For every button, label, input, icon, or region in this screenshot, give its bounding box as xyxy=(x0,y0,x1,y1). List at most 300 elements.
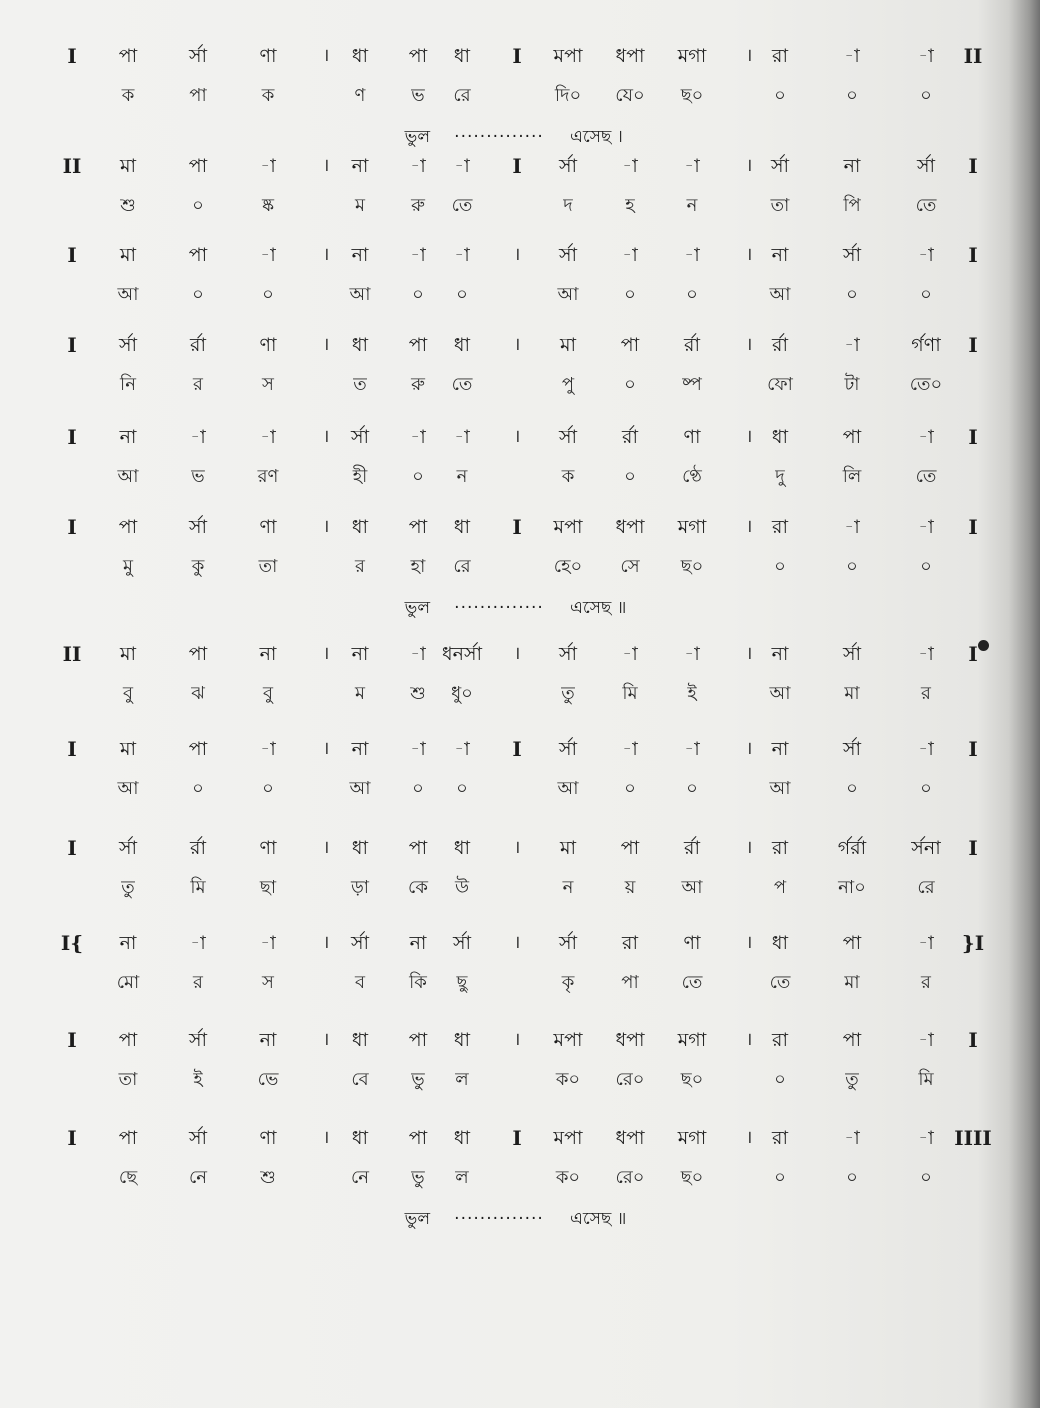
barline: I xyxy=(67,1028,77,1052)
lyric-row xyxy=(0,965,1040,1001)
lyric-syllable: পা xyxy=(621,972,639,993)
lyric-syllable: ০ xyxy=(192,195,204,216)
lyric-syllable: ছ০ xyxy=(680,1069,704,1090)
lyric-syllable: ভ xyxy=(191,466,205,487)
swara-note: মগা xyxy=(677,1127,707,1149)
swara-note: র্সা xyxy=(842,738,862,760)
refrain-end: এসেছ ॥ xyxy=(570,1209,627,1229)
lyric-syllable: ষ্প xyxy=(682,374,702,395)
swara-note: র্সা xyxy=(350,932,370,954)
lyric-syllable: আ xyxy=(349,284,371,305)
notation-line xyxy=(0,1022,1040,1112)
lyric-syllable: ছ০ xyxy=(680,1167,704,1188)
swara-note: র্সা xyxy=(770,155,790,177)
lyric-syllable: প xyxy=(773,877,787,898)
lyric-syllable: আ xyxy=(769,284,791,305)
swara-note: ণা xyxy=(683,932,701,954)
swara-row xyxy=(0,731,1040,767)
swara-note: র্সা xyxy=(118,334,138,356)
lyric-syllable: মি xyxy=(622,683,638,704)
lyric-row xyxy=(0,367,1040,403)
lyric-syllable: আ xyxy=(557,284,579,305)
swara-note: -া xyxy=(622,155,638,177)
swara-note: ণা xyxy=(259,837,277,859)
lyric-syllable: শু xyxy=(260,1167,276,1188)
lyric-syllable: ক xyxy=(261,85,275,106)
swara-note: না xyxy=(119,932,137,954)
lyric-syllable: কে xyxy=(408,877,428,898)
lyric-syllable: ০ xyxy=(774,1069,786,1090)
notation-line xyxy=(0,327,1040,417)
swara-note: র্সা xyxy=(558,155,578,177)
barline: । xyxy=(745,837,753,858)
refrain-dots: ·············· xyxy=(454,127,544,147)
swara-note: ণা xyxy=(259,1127,277,1149)
lyric-syllable: ব xyxy=(354,972,366,993)
swara-note: র্রা xyxy=(622,426,638,448)
lyric-syllable: নে xyxy=(188,1167,208,1188)
lyric-syllable: ০ xyxy=(920,1167,932,1188)
lyric-syllable: ণ xyxy=(354,85,366,106)
barline: । xyxy=(513,1029,521,1050)
lyric-syllable: আ xyxy=(117,466,139,487)
notation-line xyxy=(0,237,1040,327)
notation-line xyxy=(0,636,1040,726)
swara-note: পা xyxy=(188,643,208,665)
lyric-syllable: ০ xyxy=(846,284,858,305)
swara-row xyxy=(0,636,1040,672)
swara-note: -া xyxy=(622,738,638,760)
lyric-syllable: ক xyxy=(561,466,575,487)
lyric-syllable: ০ xyxy=(624,284,636,305)
swara-note: -া xyxy=(260,932,276,954)
swara-note: ণা xyxy=(259,334,277,356)
barline: । xyxy=(322,155,330,176)
barline: । xyxy=(322,932,330,953)
swara-note: পা xyxy=(408,334,428,356)
lyric-syllable: মি xyxy=(190,877,206,898)
lyric-syllable: ছা xyxy=(259,877,277,898)
lyric-row xyxy=(0,771,1040,807)
swara-note: -া xyxy=(918,516,934,538)
swara-note: পা xyxy=(620,334,640,356)
barline: I xyxy=(512,515,522,539)
barline: I xyxy=(512,154,522,178)
lyric-syllable: তে xyxy=(915,195,937,216)
swara-note: ধা xyxy=(453,1029,471,1051)
barline: । xyxy=(513,932,521,953)
lyric-syllable: ফো xyxy=(767,374,793,395)
barline: । xyxy=(745,426,753,447)
swara-note: পা xyxy=(188,155,208,177)
swara-note: পা xyxy=(408,1029,428,1051)
lyric-syllable: ক০ xyxy=(555,1069,581,1090)
lyric-syllable: মা xyxy=(844,972,860,993)
barline: I xyxy=(968,1028,978,1052)
barline: । xyxy=(513,334,521,355)
swara-note: না xyxy=(259,1029,277,1051)
lyric-syllable: ০ xyxy=(920,778,932,799)
lyric-syllable: তু xyxy=(561,683,575,704)
lyric-syllable: ভে xyxy=(257,1069,279,1090)
swara-note: -া xyxy=(454,738,470,760)
barline: । xyxy=(745,738,753,759)
lyric-syllable: ০ xyxy=(846,1167,858,1188)
swara-row xyxy=(0,509,1040,545)
lyric-syllable: তা xyxy=(258,556,278,577)
lyric-syllable: কু xyxy=(191,556,205,577)
lyric-syllable: কি xyxy=(409,972,427,993)
swara-note: ধা xyxy=(351,45,369,67)
lyric-syllable: র xyxy=(193,374,203,395)
barline: I xyxy=(67,1126,77,1150)
lyric-syllable: মা xyxy=(844,683,860,704)
swara-note: পা xyxy=(408,1127,428,1149)
swara-note: -া xyxy=(454,426,470,448)
swara-note: না xyxy=(843,155,861,177)
swara-note: মপা xyxy=(553,1127,583,1149)
swara-note: র্রা xyxy=(684,334,700,356)
barline: IIII xyxy=(954,1126,992,1150)
lyric-syllable: শু xyxy=(410,683,426,704)
lyric-syllable: বে xyxy=(351,1069,369,1090)
barline: । xyxy=(322,516,330,537)
swara-note: পা xyxy=(842,932,862,954)
lyric-syllable: ন xyxy=(562,877,574,898)
lyric-syllable: রে xyxy=(453,556,471,577)
swara-note: -া xyxy=(844,45,860,67)
lyric-syllable: দি০ xyxy=(554,85,582,106)
barline: । xyxy=(745,1127,753,1148)
lyric-row xyxy=(0,459,1040,495)
lyric-syllable: তে xyxy=(681,972,703,993)
lyric-syllable: নে xyxy=(350,1167,370,1188)
lyric-syllable: আ xyxy=(681,877,703,898)
lyric-syllable: ছে xyxy=(118,1167,138,1188)
barline: । xyxy=(745,155,753,176)
lyric-syllable: আ xyxy=(349,778,371,799)
lyric-syllable: র xyxy=(193,972,203,993)
swara-note: না xyxy=(771,738,789,760)
swara-note: -া xyxy=(410,643,426,665)
lyric-row xyxy=(0,870,1040,906)
swara-note: -া xyxy=(454,155,470,177)
swara-note: -া xyxy=(260,244,276,266)
refrain-start: ভুল xyxy=(404,598,430,618)
swara-note: ণা xyxy=(259,516,277,538)
swara-note: -া xyxy=(918,244,934,266)
swara-note: ণা xyxy=(683,426,701,448)
swara-note: -া xyxy=(260,426,276,448)
lyric-syllable: তে xyxy=(451,195,473,216)
barline: I xyxy=(968,515,978,539)
swara-row xyxy=(0,419,1040,455)
swara-note: মা xyxy=(119,244,137,266)
swara-note: র্সা xyxy=(842,244,862,266)
lyric-syllable: আ xyxy=(557,778,579,799)
lyric-syllable: ০ xyxy=(412,778,424,799)
barline: I xyxy=(67,333,77,357)
barline: I xyxy=(968,154,978,178)
swara-note: মগা xyxy=(677,516,707,538)
lyric-syllable: র xyxy=(921,972,931,993)
lyric-syllable: শু xyxy=(120,195,136,216)
swara-note: -া xyxy=(454,244,470,266)
swara-note: র্রা xyxy=(772,334,788,356)
barline: । xyxy=(322,426,330,447)
barline: । xyxy=(513,643,521,664)
swara-note: -া xyxy=(622,643,638,665)
notation-line xyxy=(0,419,1040,509)
swara-note: র্সা xyxy=(188,45,208,67)
lyric-syllable: হা xyxy=(410,556,426,577)
swara-note: না xyxy=(771,643,789,665)
lyric-syllable: ণ্ঠে xyxy=(682,466,702,487)
lyric-syllable: ০ xyxy=(262,284,274,305)
barline: I{ xyxy=(60,931,84,955)
lyric-syllable: ক০ xyxy=(555,1167,581,1188)
barline: I xyxy=(67,44,77,68)
notation-line xyxy=(0,830,1040,920)
lyric-syllable: ০ xyxy=(774,1167,786,1188)
swara-note: ধা xyxy=(453,516,471,538)
barline: I xyxy=(968,642,978,666)
swara-note: -া xyxy=(190,932,206,954)
lyric-syllable: পু xyxy=(561,374,575,395)
lyric-syllable: বু xyxy=(122,683,134,704)
swara-note: ধা xyxy=(771,932,789,954)
barline: । xyxy=(513,837,521,858)
swara-note: ধা xyxy=(351,334,369,356)
refrain-line xyxy=(0,591,1040,625)
notation-line xyxy=(0,731,1040,821)
barline: । xyxy=(322,837,330,858)
swara-note: পা xyxy=(118,45,138,67)
lyric-syllable: ০ xyxy=(412,466,424,487)
swara-note: -া xyxy=(918,643,934,665)
lyric-syllable: ০ xyxy=(624,778,636,799)
lyric-syllable: ড়া xyxy=(350,877,370,898)
swara-row xyxy=(0,148,1040,184)
lyric-syllable: মি xyxy=(918,1069,934,1090)
refrain-end: এসেছ ॥ xyxy=(570,598,627,618)
swara-note: মগা xyxy=(677,1029,707,1051)
lyric-syllable: লি xyxy=(842,466,862,487)
barline: I xyxy=(968,243,978,267)
lyric-syllable: ম xyxy=(355,683,365,704)
swara-note: ধা xyxy=(453,1127,471,1149)
swara-note: পা xyxy=(408,516,428,538)
swara-note: ধা xyxy=(351,1127,369,1149)
swara-note: পা xyxy=(408,837,428,859)
lyric-syllable: র xyxy=(355,556,365,577)
lyric-syllable: ০ xyxy=(262,778,274,799)
notation-line xyxy=(0,1120,1040,1229)
refrain-end: এসেছ । xyxy=(570,127,623,147)
swara-note: মা xyxy=(119,643,137,665)
lyric-syllable: ছ০ xyxy=(680,556,704,577)
swara-note: মা xyxy=(559,837,577,859)
barline: I xyxy=(968,425,978,449)
lyric-syllable: পি xyxy=(843,195,861,216)
lyric-syllable: নি xyxy=(120,374,136,395)
lyric-syllable: ০ xyxy=(686,778,698,799)
notation-line xyxy=(0,925,1040,1015)
swara-note: রা xyxy=(772,1127,788,1149)
lyric-syllable: হ xyxy=(625,195,635,216)
lyric-syllable: ত xyxy=(353,374,367,395)
refrain-dots: ·············· xyxy=(454,598,544,618)
lyric-syllable: মো xyxy=(116,972,140,993)
swara-row xyxy=(0,1120,1040,1156)
swara-row xyxy=(0,38,1040,74)
lyric-syllable: ছু xyxy=(456,972,468,993)
swara-note: ণা xyxy=(259,45,277,67)
lyric-row xyxy=(0,277,1040,313)
swara-note: না xyxy=(351,643,369,665)
barline: I xyxy=(968,333,978,357)
refrain-start: ভুল xyxy=(404,127,430,147)
lyric-syllable: ষ্ক xyxy=(261,195,275,216)
barline: । xyxy=(322,1127,330,1148)
swara-note: মপা xyxy=(553,1029,583,1051)
lyric-syllable: ০ xyxy=(846,778,858,799)
lyric-syllable: রে০ xyxy=(615,1167,645,1188)
swara-note: -া xyxy=(918,426,934,448)
refrain-dots: ·············· xyxy=(454,1209,544,1229)
barline: । xyxy=(513,426,521,447)
swara-note: পা xyxy=(842,426,862,448)
swara-note: পা xyxy=(408,45,428,67)
swara-note: পা xyxy=(118,516,138,538)
swara-note: র্সা xyxy=(916,155,936,177)
lyric-row xyxy=(0,1062,1040,1098)
lyric-syllable: ০ xyxy=(456,778,468,799)
lyric-syllable: বু xyxy=(262,683,274,704)
lyric-syllable: ভু xyxy=(411,1167,425,1188)
swara-note: ধা xyxy=(771,426,789,448)
swara-note: -া xyxy=(684,244,700,266)
swara-note: মপা xyxy=(553,516,583,538)
swara-note: -া xyxy=(918,932,934,954)
barline: । xyxy=(322,244,330,265)
lyric-syllable: পা xyxy=(189,85,207,106)
swara-note: -া xyxy=(844,516,860,538)
lyric-syllable: রু xyxy=(411,374,425,395)
barline: । xyxy=(745,45,753,66)
swara-note: র্গণা xyxy=(911,334,941,356)
barline: I xyxy=(512,1126,522,1150)
lyric-syllable: ০ xyxy=(920,85,932,106)
barline: । xyxy=(745,1029,753,1050)
lyric-syllable: দ xyxy=(563,195,573,216)
lyric-syllable: স xyxy=(262,972,274,993)
swara-note: -া xyxy=(684,643,700,665)
notation-line xyxy=(0,148,1040,238)
barline: । xyxy=(745,334,753,355)
swara-note: না xyxy=(771,244,789,266)
lyric-syllable: সে xyxy=(620,556,640,577)
lyric-syllable: ০ xyxy=(624,466,636,487)
swara-note: -া xyxy=(260,738,276,760)
lyric-syllable: রে০ xyxy=(615,1069,645,1090)
swara-note: র্সা xyxy=(188,516,208,538)
swara-note: রা xyxy=(772,1029,788,1051)
lyric-syllable: আ xyxy=(769,683,791,704)
swara-row xyxy=(0,237,1040,273)
lyric-syllable: মু xyxy=(123,556,133,577)
lyric-syllable: ০ xyxy=(192,778,204,799)
barline: II xyxy=(963,44,983,68)
swara-note: ধনর্সা xyxy=(441,643,483,665)
barline: । xyxy=(322,738,330,759)
swara-note: র্সা xyxy=(558,643,578,665)
swara-note: রা xyxy=(772,837,788,859)
swara-note: রা xyxy=(622,932,638,954)
lyric-syllable: না০ xyxy=(838,877,866,898)
swara-note: ধপা xyxy=(615,45,645,67)
swara-note: -া xyxy=(410,426,426,448)
swara-note: রা xyxy=(772,45,788,67)
refrain-start: ভুল xyxy=(404,1209,430,1229)
refrain-line xyxy=(0,1202,1040,1236)
swara-note: -া xyxy=(918,1029,934,1051)
lyric-syllable: তু xyxy=(121,877,135,898)
barline: I xyxy=(67,515,77,539)
barline: । xyxy=(322,1029,330,1050)
swara-note: -া xyxy=(410,155,426,177)
lyric-syllable: তে০ xyxy=(909,374,943,395)
lyric-syllable: হী xyxy=(352,466,368,487)
swara-note: -া xyxy=(260,155,276,177)
swara-note: পা xyxy=(620,837,640,859)
swara-note: -া xyxy=(410,738,426,760)
lyric-row xyxy=(0,188,1040,224)
ink-dot xyxy=(978,640,989,651)
swara-row xyxy=(0,830,1040,866)
barline: I xyxy=(67,243,77,267)
swara-note: পা xyxy=(188,738,208,760)
swara-note: র্সা xyxy=(188,1127,208,1149)
lyric-syllable: উ xyxy=(454,877,470,898)
swara-note: -া xyxy=(918,45,934,67)
swara-note: র্সা xyxy=(558,244,578,266)
barline: । xyxy=(322,45,330,66)
barline: }I xyxy=(961,931,985,955)
lyric-syllable: তা xyxy=(770,195,790,216)
lyric-syllable: ল xyxy=(455,1167,469,1188)
swara-note: পা xyxy=(118,1029,138,1051)
lyric-syllable: ম xyxy=(355,195,365,216)
swara-note: -া xyxy=(918,1127,934,1149)
barline: I xyxy=(67,737,77,761)
swara-note: মা xyxy=(119,155,137,177)
swara-note: র্রা xyxy=(190,334,206,356)
lyric-syllable: ০ xyxy=(920,556,932,577)
lyric-syllable: দু xyxy=(775,466,785,487)
lyric-syllable: ন xyxy=(686,195,698,216)
lyric-syllable: ০ xyxy=(920,284,932,305)
swara-note: -া xyxy=(410,244,426,266)
lyric-syllable: ০ xyxy=(456,284,468,305)
lyric-syllable: ছ০ xyxy=(680,85,704,106)
barline: I xyxy=(512,44,522,68)
swara-note: -া xyxy=(684,155,700,177)
swara-note: র্সা xyxy=(558,738,578,760)
lyric-syllable: টা xyxy=(844,374,860,395)
lyric-syllable: ধু০ xyxy=(451,683,473,704)
lyric-syllable: তে xyxy=(769,972,791,993)
